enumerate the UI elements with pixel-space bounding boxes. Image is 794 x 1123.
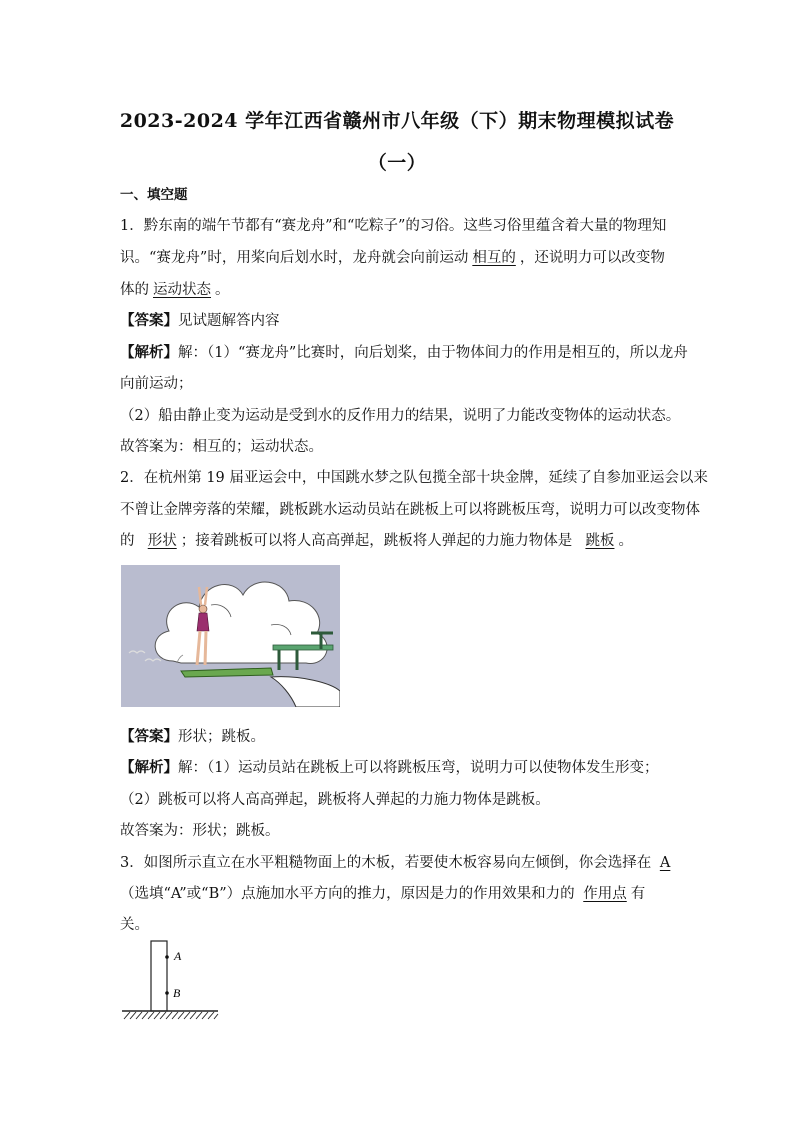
q3-line-2	[120, 884, 680, 904]
point-b-dot	[165, 991, 169, 995]
q2-text: 的	[120, 533, 135, 549]
q1-analysis-1	[120, 343, 688, 363]
q3-text: 有	[630, 886, 646, 902]
q1-line-1: 1．黔东南的端午节都有“赛龙舟”和“吃粽子”的习俗。这些习俗里蕴含着大量的物理知	[120, 218, 667, 234]
q3-line-1	[120, 853, 680, 873]
answer-text: 形状；跳板。	[178, 729, 265, 745]
q1-analysis-4: 故答案为：相互的；运动状态。	[120, 439, 323, 455]
q2-line-3	[120, 531, 680, 551]
analysis-text: 解：（1）“赛龙舟”比赛时，向后划桨，由于物体间力的作用是相互的，所以龙舟	[178, 345, 688, 361]
answer-text: 见试题解答内容	[178, 313, 280, 329]
q1-text: ，还说明力可以改变物	[519, 250, 665, 266]
q1-analysis-2: 向前运动；	[120, 376, 193, 392]
q1-text: 识。“赛龙舟”时，用桨向后划水时，龙舟就会向前运动	[120, 250, 469, 266]
platform-rail	[273, 645, 333, 650]
answer-label: 【答案】	[120, 728, 178, 745]
q3-answer-blank-2: 作用点	[583, 886, 627, 902]
q2-answer-blank-1: 形状	[147, 533, 177, 549]
point-a-label: A	[174, 949, 182, 963]
analysis-label: 【解析】	[120, 759, 178, 776]
diving-illustration	[121, 565, 340, 707]
q1-line-2	[120, 248, 680, 268]
q2-analysis-2: （2）跳板可以将人高高弹起，跳板将人弹起的力施力物体是跳板。	[120, 792, 550, 808]
point-a-dot	[165, 955, 169, 959]
q3-text: （选填“A”或“B”）点施加水平方向的推力，原因是力的作用效果和力的	[120, 886, 575, 902]
q1-line-3	[120, 280, 680, 300]
board-diagram	[120, 938, 220, 1022]
q2-answer-blank-2: 跳板	[585, 533, 615, 549]
q1-answer-blank-1: 相互的	[472, 250, 516, 266]
q2-text: 。	[618, 533, 633, 549]
page-subtitle: （一）	[367, 152, 427, 174]
q3-answer-blank-1: A	[659, 855, 671, 871]
analysis-text: 解：（1）运动员站在跳板上可以将跳板压弯，说明力可以使物体发生形变；	[178, 760, 659, 776]
ground-hatching	[124, 1012, 218, 1019]
q1-text: 体的	[120, 282, 149, 298]
section-heading: 一、填空题	[120, 187, 188, 203]
answer-label: 【答案】	[120, 312, 178, 329]
wooden-board	[151, 941, 167, 1011]
q2-line-1: 2．在杭州第 19 届亚运会中，中国跳水梦之队包揽全部十块金牌，延续了自参加亚运会以来	[120, 470, 708, 486]
point-b-label: B	[173, 986, 181, 1000]
q2-line-2: 不曾让金牌旁落的荣耀，跳板跳水运动员站在跳板上可以将跳板压弯，说明力可以改变物体	[120, 502, 700, 518]
q3-line-3: 关。	[120, 917, 149, 933]
q3-text: 3．如图所示直立在水平粗糙物面上的木板，若要使木板容易向左倾倒，你会选择在	[120, 855, 652, 871]
q1-answer	[120, 311, 680, 331]
q2-text: ；接着跳板可以将人高高弹起，跳板将人弹起的力施力物体是	[180, 533, 573, 549]
analysis-label: 【解析】	[120, 344, 178, 361]
q2-answer	[120, 727, 680, 747]
q1-text: 。	[215, 282, 230, 298]
q2-analysis-3: 故答案为：形状；跳板。	[120, 823, 280, 839]
q2-analysis-1	[120, 758, 680, 778]
q1-answer-blank-2: 运动状态	[153, 282, 211, 298]
q1-analysis-3: （2）船由静止变为运动是受到水的反作用力的结果，说明了力能改变物体的运动状态。	[120, 408, 681, 424]
page-title: 2023-2024 学年江西省赣州市八年级（下）期末物理模拟试卷	[119, 110, 675, 132]
